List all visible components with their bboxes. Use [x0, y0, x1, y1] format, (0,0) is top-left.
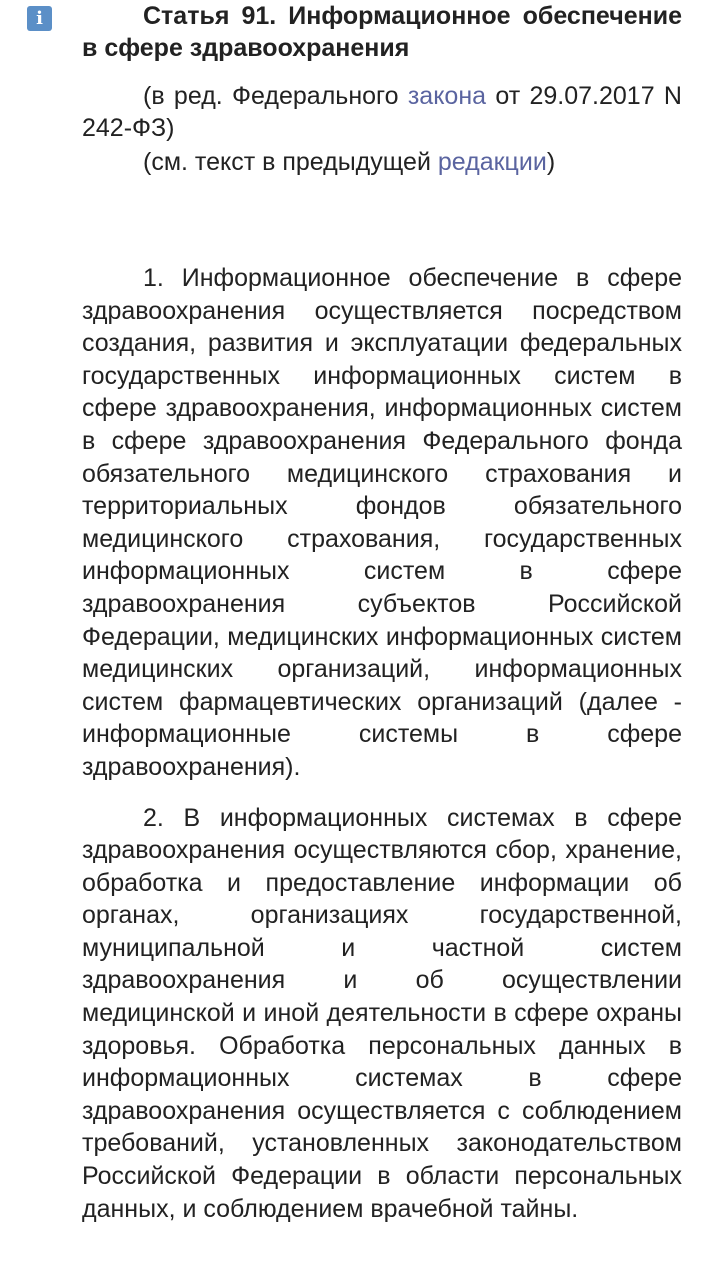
edit-note: [82, 80, 682, 144]
article-title: Статья 91. Информационное обеспечение в сфере здравоохранения: [82, 2, 682, 62]
info-icon[interactable]: i: [27, 6, 52, 31]
law-link[interactable]: закона: [407, 82, 487, 110]
paragraph-1: 1. Информационное обеспечение в сфере здравоохранения осуществляется посредством создания, развития и эксплуатации федеральных государственных информационных систем в сфере здравоохранения, информационных систем в сфере здравоохранения Федерального фонда обязательного медицинского страхования и территориальных фондов обязательного медицинского страхования, государственных информационных систем в сфере здравоохранения субъектов Российской Федерации, медицинских информационных систем медицинских организаций, информационных систем фармацевтических организаций (далее - информационные системы в сфере здравоохранения).: [82, 264, 682, 781]
previous-edition-note: [82, 146, 682, 178]
previous-edition-link[interactable]: редакции: [437, 148, 547, 176]
edit-note-prefix: (в ред. Федерального: [143, 82, 408, 110]
previous-edition-suffix: ): [546, 148, 556, 176]
document-body: [82, 0, 682, 1225]
paragraph-2: 2. В информационных системах в сфере здравоохранения осуществляются сбор, хранение, обработка и предоставление информации об органах, организациях государственной, муниципальной и частной систем здравоохранения и об осуществлении медицинской и иной деятельности в сфере охраны здоровья. Обработка персональных данных в информационных системах в сфере здравоохранения осуществляется с соблюдением требований, установленных законодательством Российской Федерации в области персональных данных, и соблюдением врачебной тайны.: [82, 803, 682, 1223]
edit-note-suffix: от 29.07.2017 N 242-ФЗ): [82, 82, 682, 142]
previous-edition-prefix: (см. текст в предыдущей: [143, 148, 438, 176]
